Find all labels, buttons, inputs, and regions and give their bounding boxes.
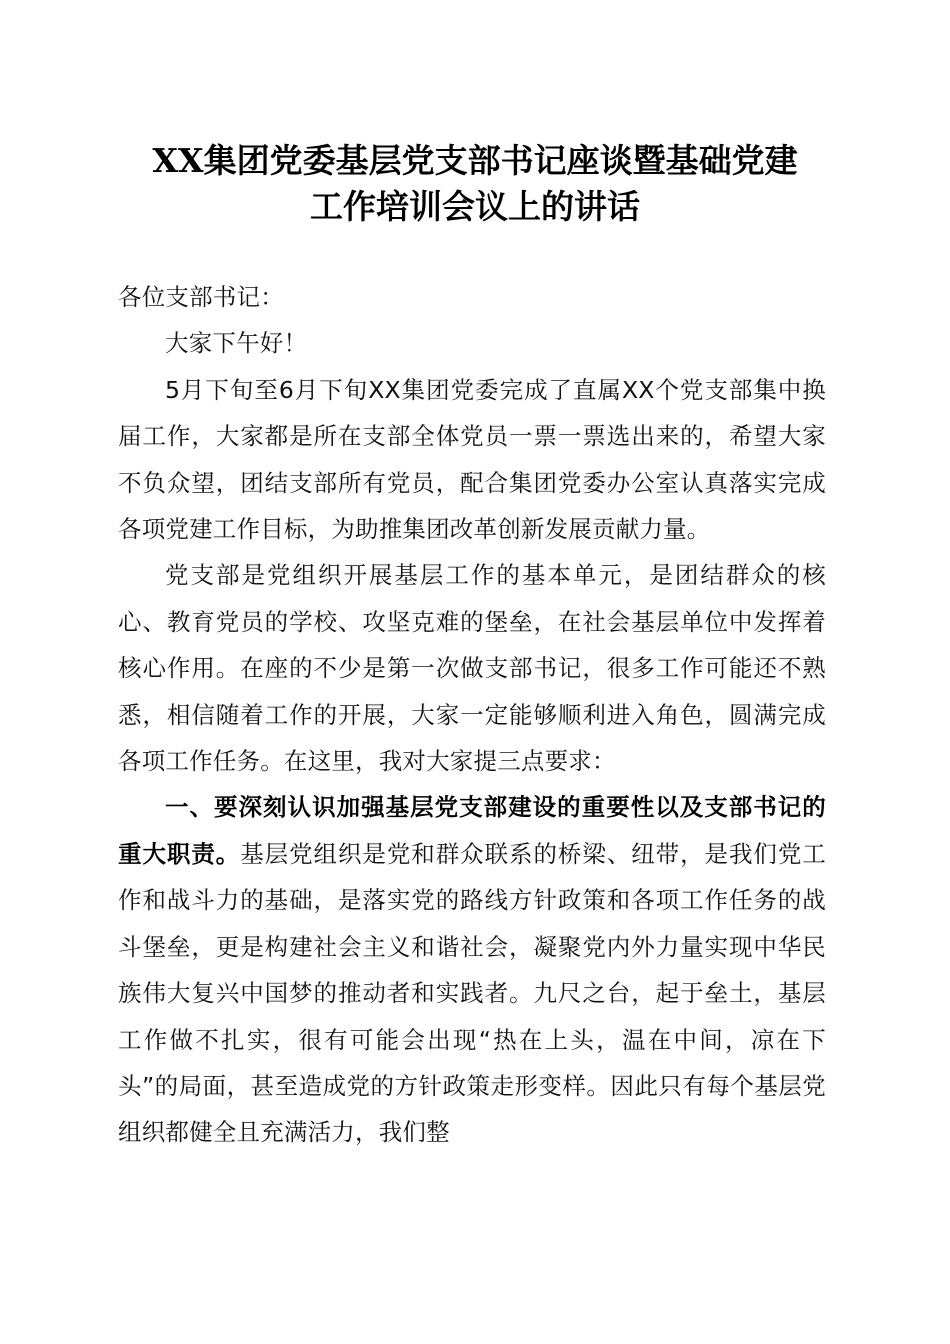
title-line-2: 工作培训会议上的讲话 [310,187,640,226]
paragraph-1: 5月下旬至6月下旬XX集团党委完成了直属XX个党支部集中换届工作，大家都是所在支部全体党员一票一票选出来的，希望大家不负众望，团结支部所有党员，配合集团党委办公室认真落实完成各项党建工作目标，为助推集团改革创新发展贡献力量。 [118,375,826,544]
title-line-1: XX集团党委基层党支部书记座谈暨基础党建 [152,141,798,180]
section-1-text: 基层党组织是党和群众联系的桥梁、纽带，是我们党工作和战斗力的基础，是落实党的路线方针政策和各项工作任务的战斗堡垒，更是构建社会主义和谐社会，凝聚党内外力量实现中华民族伟大复兴中国梦的推动者和实践者。九尺之台，起于垒土，基层工作做不扎实，很有可能会出现“热在上头，温在中间，凉在下头”的局面，甚至造成党的方针政策走形变样。因此只有每个基层党组织都健全且充满活力，我们整 [118,839,826,1147]
document-body [118,274,826,1156]
section-1-heading: 一、要深刻认识加强基层党支部建设的重要性以及支部书记的重大职责。 [118,793,826,868]
document-title [100,138,850,230]
salutation: 各位支部书记： [118,283,284,311]
paragraph-2: 党支部是党组织开展基层工作的基本单元，是团结群众的核心、教育党员的学校、攻坚克难的堡垒，在社会基层单位中发挥着核心作用。在座的不少是第一次做支部书记，很多工作可能还不熟悉，相信随着工作的开展，大家一定能够顺利进入角色，圆满完成各项工作任务。在这里，我对大家提三点要求： [118,561,826,776]
greeting: 大家下午好！ [165,329,308,358]
section-1-paragraph [118,784,826,1155]
